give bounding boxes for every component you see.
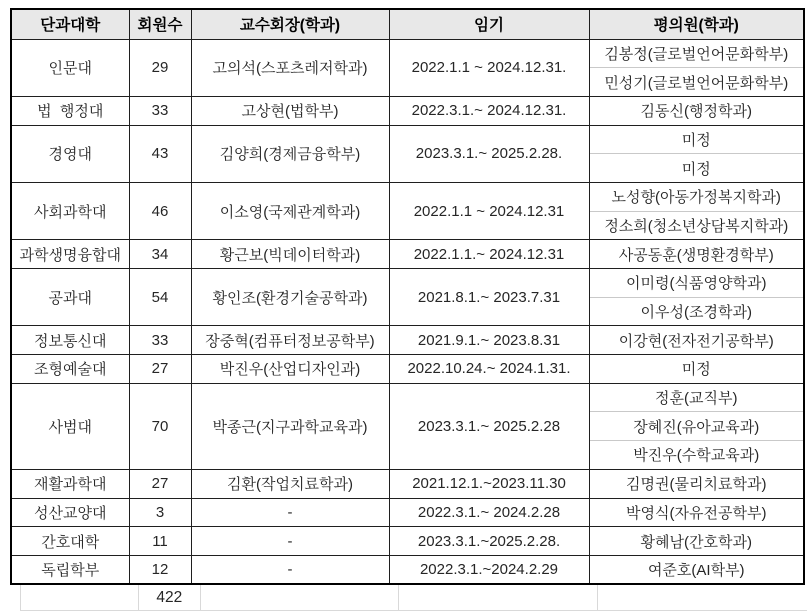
total-council-cell xyxy=(598,585,807,610)
member-count-cell: 34 xyxy=(129,240,191,269)
table-row xyxy=(11,182,804,211)
table-row xyxy=(11,125,804,154)
council-member-cell: 박진우(수학교육과) xyxy=(589,441,804,470)
table-row xyxy=(11,240,804,269)
header-college: 단과대학 xyxy=(11,9,129,39)
total-term-cell xyxy=(399,585,599,610)
council-member-cell: 정소희(청소년상담복지학과) xyxy=(589,211,804,240)
header-professor-chair: 교수회장(학과) xyxy=(191,9,389,39)
professor-chair-cell: 황인조(환경기술공학과) xyxy=(191,269,389,326)
professor-chair-cell: - xyxy=(191,555,389,584)
header-member-count: 회원수 xyxy=(129,9,191,39)
college-cell: 인문대 xyxy=(11,39,129,96)
council-member-cell: 여준호(AI학부) xyxy=(589,555,804,584)
faculty-council-table xyxy=(10,8,805,585)
term-cell: 2023.3.1.~2025.2.28. xyxy=(389,527,589,556)
table-header xyxy=(11,9,804,39)
term-cell: 2022.10.24.~ 2024.1.31. xyxy=(389,355,589,384)
member-count-cell: 33 xyxy=(129,96,191,125)
professor-chair-cell: 박종근(지구과학교육과) xyxy=(191,383,389,469)
member-count-cell: 3 xyxy=(129,498,191,527)
college-cell: 공과대 xyxy=(11,269,129,326)
table-body xyxy=(11,39,804,584)
table-row xyxy=(11,96,804,125)
term-cell: 2022.3.1.~ 2024.12.31. xyxy=(389,96,589,125)
table-row xyxy=(11,498,804,527)
council-member-cell: 김동신(행정학과) xyxy=(589,96,804,125)
professor-chair-cell: 박진우(산업디자인과) xyxy=(191,355,389,384)
term-cell: 2021.8.1.~ 2023.7.31 xyxy=(389,269,589,326)
council-member-cell: 김봉정(글로벌언어문화학부) xyxy=(589,39,804,68)
header-council-member: 평의원(학과) xyxy=(589,9,804,39)
college-cell: 경영대 xyxy=(11,125,129,182)
professor-chair-cell: 김양희(경제금융학부) xyxy=(191,125,389,182)
member-count-cell: 27 xyxy=(129,469,191,498)
college-cell: 성산교양대 xyxy=(11,498,129,527)
professor-chair-cell: - xyxy=(191,498,389,527)
member-count-cell: 11 xyxy=(129,527,191,556)
council-member-cell: 미정 xyxy=(589,355,804,384)
member-count-cell: 46 xyxy=(129,182,191,239)
professor-chair-cell: 김환(작업치료학과) xyxy=(191,469,389,498)
council-member-cell: 이미령(식품영양학과) xyxy=(589,269,804,298)
council-member-cell: 미정 xyxy=(589,154,804,183)
table-row xyxy=(11,383,804,412)
college-cell: 간호대학 xyxy=(11,527,129,556)
table-row xyxy=(11,527,804,556)
term-cell: 2022.1.1.~ 2024.12.31 xyxy=(389,240,589,269)
council-member-cell: 황혜남(간호학과) xyxy=(589,527,804,556)
college-cell: 정보통신대 xyxy=(11,326,129,355)
term-cell: 2022.3.1.~2024.2.29 xyxy=(389,555,589,584)
total-college-cell xyxy=(21,585,139,610)
council-member-cell: 김명권(물리치료학과) xyxy=(589,469,804,498)
table-row xyxy=(11,355,804,384)
college-cell: 과학생명융합대 xyxy=(11,240,129,269)
term-cell: 2022.1.1 ~ 2024.12.31 xyxy=(389,182,589,239)
term-cell: 2022.3.1.~ 2024.2.28 xyxy=(389,498,589,527)
council-member-cell: 미정 xyxy=(589,125,804,154)
member-count-cell: 70 xyxy=(129,383,191,469)
member-count-cell: 29 xyxy=(129,39,191,96)
college-cell: 사범대 xyxy=(11,383,129,469)
council-member-cell: 노성향(아동가정복지학과) xyxy=(589,182,804,211)
term-cell: 2021.9.1.~ 2023.8.31 xyxy=(389,326,589,355)
total-members-cell: 422 xyxy=(139,585,201,610)
table-row xyxy=(11,555,804,584)
term-cell: 2023.3.1.~ 2025.2.28 xyxy=(389,383,589,469)
member-count-cell: 27 xyxy=(129,355,191,384)
term-cell: 2022.1.1 ~ 2024.12.31. xyxy=(389,39,589,96)
professor-chair-cell: 고상현(법학부) xyxy=(191,96,389,125)
table-row xyxy=(11,326,804,355)
professor-chair-cell: - xyxy=(191,527,389,556)
total-chair-cell xyxy=(201,585,399,610)
professor-chair-cell: 장중혁(컴퓨터정보공학부) xyxy=(191,326,389,355)
council-member-cell: 박영식(자유전공학부) xyxy=(589,498,804,527)
council-member-cell: 정훈(교직부) xyxy=(589,383,804,412)
member-count-cell: 54 xyxy=(129,269,191,326)
table-row xyxy=(11,39,804,68)
college-cell: 조형예술대 xyxy=(11,355,129,384)
term-cell: 2021.12.1.~2023.11.30 xyxy=(389,469,589,498)
college-cell: 법 행정대 xyxy=(11,96,129,125)
header-term: 임기 xyxy=(389,9,589,39)
member-count-cell: 33 xyxy=(129,326,191,355)
college-cell: 사회과학대 xyxy=(11,182,129,239)
college-cell: 재활과학대 xyxy=(11,469,129,498)
header-row xyxy=(11,9,804,39)
council-member-cell: 민성기(글로벌언어문화학부) xyxy=(589,68,804,97)
college-cell: 독립학부 xyxy=(11,555,129,584)
council-member-cell: 장혜진(유아교육과) xyxy=(589,412,804,441)
professor-chair-cell: 이소영(국제관계학과) xyxy=(191,182,389,239)
member-count-cell: 12 xyxy=(129,555,191,584)
term-cell: 2023.3.1.~ 2025.2.28. xyxy=(389,125,589,182)
member-count-cell: 43 xyxy=(129,125,191,182)
total-row xyxy=(20,585,807,611)
council-member-cell: 이강현(전자전기공학부) xyxy=(589,326,804,355)
professor-chair-cell: 고의석(스포츠레저학과) xyxy=(191,39,389,96)
council-member-cell: 이우성(조경학과) xyxy=(589,297,804,326)
council-member-cell: 사공동훈(생명환경학부) xyxy=(589,240,804,269)
table-row xyxy=(11,269,804,298)
table-row xyxy=(11,469,804,498)
professor-chair-cell: 황근보(빅데이터학과) xyxy=(191,240,389,269)
